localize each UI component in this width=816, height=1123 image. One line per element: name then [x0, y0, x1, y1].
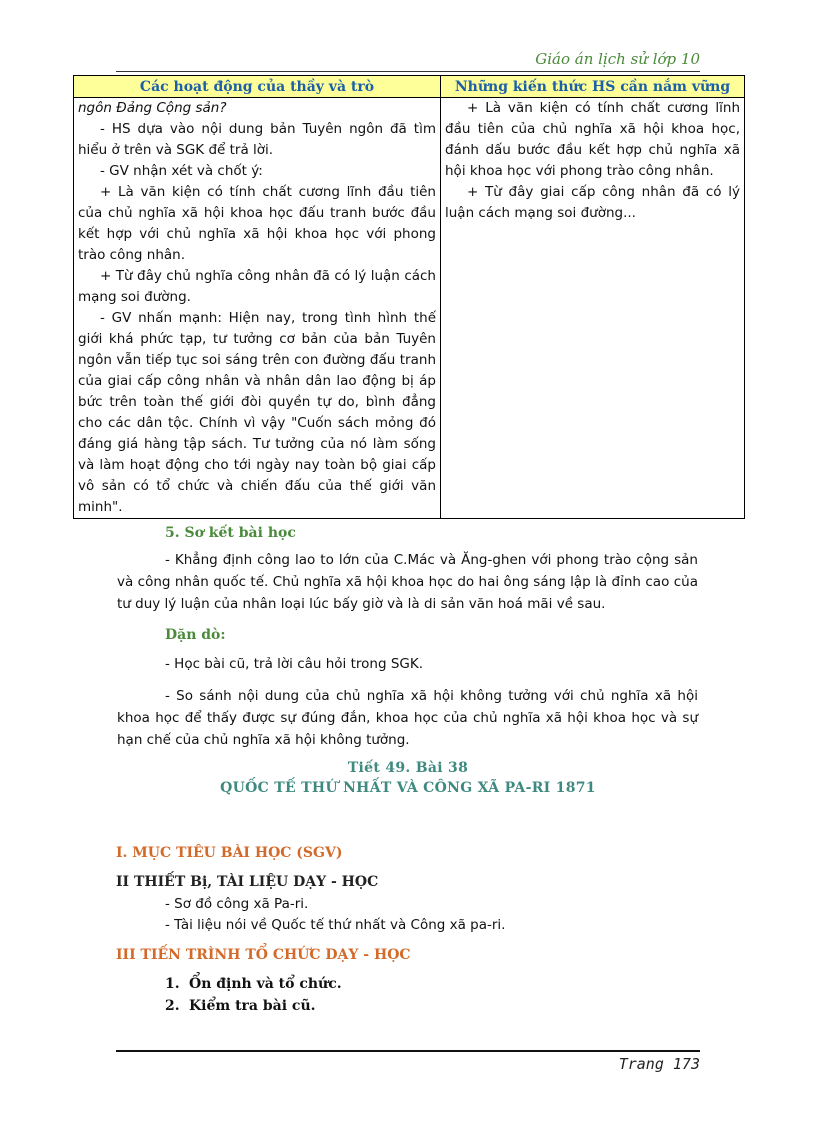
knowledge-line: + Là văn kiện có tính chất cương lĩnh đầu tiên của chủ nghĩa xã hội khoa học, đánh dấu bước đầu kết hợp chủ nghĩa xã hội khoa học với phong trào công nhân. [445, 100, 740, 179]
section-process-heading: III TIẾN TRÌNH TỔ CHỨC DẠY - HỌC [116, 947, 411, 963]
knowledge-line: + Từ đây giai cấp công nhân đã có lý luận cách mạng soi đường... [445, 184, 740, 221]
activity-line: + Từ đây chủ nghĩa công nhân đã có lý luận cách mạng soi đường. [78, 268, 436, 305]
lesson-activity-table [73, 75, 745, 519]
page-number: Trang 173 [618, 1055, 700, 1073]
table-header-knowledge: Những kiến thức HS cần nắm vững [441, 76, 745, 98]
knowledge-cell [441, 98, 745, 519]
section-objectives-heading: I. MỤC TIÊU BÀI HỌC (SGV) [116, 845, 343, 861]
equipment-item: - Sơ đồ công xã Pa-ri. [165, 896, 309, 912]
homework-item: - So sánh nội dung của chủ nghĩa xã hội không tưởng với chủ nghĩa xã hội khoa học để thấy được sự đúng đắn, khoa học của chủ nghĩa xã hội khoa học và sự hạn chế của chủ nghĩa xã hội không tưởng. [117, 688, 698, 748]
document-header-title: Giáo án lịch sử lớp 10 [535, 50, 700, 68]
homework-heading: Dặn dò: [165, 627, 226, 643]
homework-item: - Học bài cũ, trả lời câu hỏi trong SGK. [165, 656, 423, 672]
activity-line: - GV nhấn mạnh: Hiện nay, trong tình hình thế giới khá phức tạp, tư tưởng cơ bản của bản Tuyên ngôn vẫn tiếp tục soi sáng trên con đường đấu tranh của giai cấp công nhân và nhân dân lao động bị áp bức trên toàn thế giới đòi quyền tự do, bình đẳng cho các dân tộc. Chính vì vậy "Cuốn sách mỏng đó đáng giá hàng tập sách. Tư tưởng của nó làm sống và làm hoạt động cho tới ngày nay toàn bộ giai cấp vô sản có tổ chức và chiến đấu của thế giới văn minh". [78, 310, 436, 515]
table-header-activities: Các hoạt động của thầy và trò [74, 76, 441, 98]
activity-line: ngôn Đảng Cộng sản? [78, 100, 227, 116]
header-divider [116, 71, 700, 72]
summary-text: - Khẳng định công lao to lớn của C.Mác và Ăng-ghen với phong trào cộng sản và công nhân quốc tế. Chủ nghĩa xã hội khoa học do hai ông sáng lập là đỉnh cao của tư duy lý luận của nhân loại lúc bấy giờ và là di sản văn hoá mãi về sau. [117, 552, 698, 612]
process-item: 1. Ổn định và tổ chức. [165, 976, 342, 992]
lesson-number: Tiết 49. Bài 38 [347, 760, 469, 776]
summary-heading: 5. Sơ kết bài học [165, 525, 296, 541]
activity-line: - GV nhận xét và chốt ý: [100, 163, 263, 179]
lesson-title: QUỐC TẾ THỨ NHẤT VÀ CÔNG XÃ PA-RI 1871 [220, 780, 596, 796]
activity-line: - HS dựa vào nội dung bản Tuyên ngôn đã tìm hiểu ở trên và SGK để trả lời. [78, 121, 436, 158]
process-item: 2. Kiểm tra bài cũ. [165, 998, 316, 1014]
activity-line: + Là văn kiện có tính chất cương lĩnh đầu tiên của chủ nghĩa xã hội khoa học đấu tranh bước đầu kết hợp với chủ nghĩa xã hội khoa học với phong trào công nhân. [78, 184, 436, 263]
equipment-item: - Tài liệu nói về Quốc tế thứ nhất và Công xã pa-ri. [165, 917, 506, 933]
activities-cell [74, 98, 441, 519]
footer-divider [116, 1050, 700, 1052]
section-equipment-heading: II THIẾT Bị, TÀI LIỆU DẠY - HỌC [116, 874, 379, 890]
